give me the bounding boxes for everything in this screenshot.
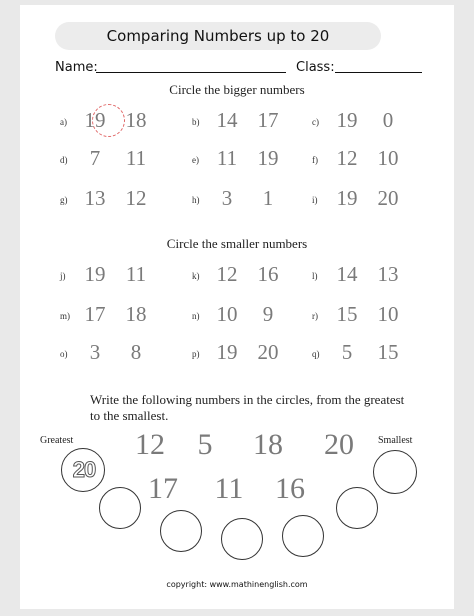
- compare-number-first[interactable]: 19: [84, 262, 106, 286]
- compare-number-second[interactable]: 0: [382, 108, 394, 132]
- section2-instruction: Circle the smaller numbers: [166, 236, 308, 251]
- item-label: g): [60, 195, 68, 205]
- compare-number-first[interactable]: 3: [89, 340, 101, 364]
- compare-number-second[interactable]: 11: [125, 262, 147, 286]
- item-label: f): [312, 155, 318, 165]
- class-underline: [335, 72, 422, 73]
- item-label: d): [60, 155, 68, 165]
- order-number: 17: [148, 472, 178, 505]
- compare-number-first[interactable]: 13: [84, 186, 106, 210]
- item-label: c): [312, 117, 319, 127]
- compare-number-second[interactable]: 20: [377, 186, 399, 210]
- compare-number-second[interactable]: 10: [377, 302, 399, 326]
- compare-number-first[interactable]: 3: [221, 186, 233, 210]
- compare-number-second[interactable]: 12: [125, 186, 147, 210]
- item-label: a): [60, 117, 67, 127]
- compare-number-second[interactable]: 17: [257, 108, 279, 132]
- compare-number-second[interactable]: 16: [257, 262, 279, 286]
- compare-number-second[interactable]: 18: [125, 302, 147, 326]
- section3-instruction: [90, 392, 430, 424]
- worksheet-title: Comparing Numbers up to 20: [55, 22, 381, 50]
- compare-number-first[interactable]: 12: [336, 146, 358, 170]
- order-number: 18: [253, 428, 283, 461]
- answer-circle[interactable]: [99, 487, 141, 529]
- name-underline: [96, 72, 286, 73]
- item-label: r): [312, 311, 318, 321]
- answer-circle[interactable]: [373, 450, 417, 494]
- compare-number-second[interactable]: 19: [257, 146, 279, 170]
- compare-number-second[interactable]: 15: [377, 340, 399, 364]
- compare-number-first[interactable]: 17: [84, 302, 106, 326]
- greatest-label: Greatest: [40, 435, 74, 446]
- compare-number-second[interactable]: 13: [377, 262, 399, 286]
- answer-circle[interactable]: [160, 510, 202, 552]
- compare-number-first[interactable]: 19: [336, 186, 358, 210]
- item-label: e): [192, 155, 199, 165]
- answer-circle[interactable]: [221, 518, 263, 560]
- item-label: j): [60, 271, 66, 281]
- answer-circle[interactable]: [282, 515, 324, 557]
- compare-number-first[interactable]: 12: [216, 262, 238, 286]
- item-label: q): [312, 349, 320, 359]
- item-label: o): [60, 349, 68, 359]
- compare-number-second[interactable]: 10: [377, 146, 399, 170]
- section1-instruction: Circle the bigger numbers: [169, 82, 305, 97]
- item-label: l): [312, 271, 318, 281]
- order-number: 5: [197, 428, 213, 461]
- name-label: Name:: [55, 60, 98, 75]
- compare-number-first[interactable]: 14: [336, 262, 358, 286]
- example-answer-text: 20: [72, 457, 96, 482]
- compare-number-second[interactable]: 20: [257, 340, 279, 364]
- item-label: m): [60, 311, 70, 321]
- item-label: i): [312, 195, 318, 205]
- compare-number-first[interactable]: 15: [336, 302, 358, 326]
- compare-number-second[interactable]: 8: [130, 340, 142, 364]
- class-label: Class:: [296, 60, 335, 75]
- order-number: 16: [275, 472, 305, 505]
- section3-instruction-line2: to the smallest.: [90, 408, 169, 423]
- compare-number-first[interactable]: 5: [341, 340, 353, 364]
- compare-number-first[interactable]: 19: [216, 340, 238, 364]
- compare-number-first[interactable]: 14: [216, 108, 238, 132]
- compare-number-first[interactable]: 7: [89, 146, 101, 170]
- compare-number-first[interactable]: 10: [216, 302, 238, 326]
- item-label: h): [192, 195, 200, 205]
- order-number: 20: [324, 428, 354, 461]
- compare-number-second[interactable]: 1: [262, 186, 274, 210]
- order-number: 11: [214, 472, 244, 505]
- item-label: k): [192, 271, 200, 281]
- compare-number-second[interactable]: 18: [125, 108, 147, 132]
- smallest-label: Smallest: [378, 435, 413, 446]
- answer-circle[interactable]: [336, 487, 378, 529]
- item-label: p): [192, 349, 200, 359]
- copyright-footer: copyright: www.mathinenglish.com: [166, 580, 308, 589]
- compare-number-second[interactable]: 9: [262, 302, 274, 326]
- compare-number-first[interactable]: 19: [336, 108, 358, 132]
- order-number: 12: [135, 428, 165, 461]
- compare-number-first[interactable]: 19: [84, 108, 106, 132]
- compare-number-second[interactable]: 11: [125, 146, 147, 170]
- section3-instruction-line1: Write the following numbers in the circles, from the greatest: [90, 392, 405, 407]
- compare-number-first[interactable]: 11: [216, 146, 238, 170]
- item-label: n): [192, 311, 200, 321]
- item-label: b): [192, 117, 200, 127]
